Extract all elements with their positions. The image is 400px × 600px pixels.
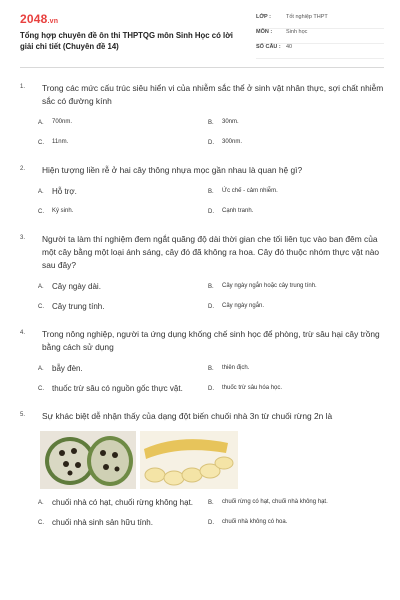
header-left xyxy=(20,12,245,59)
option-letter: D. xyxy=(208,385,214,392)
option-text: Ký sinh. xyxy=(52,208,74,214)
option-text: thuốc trừ sâu có nguồn gốc thực vật. xyxy=(52,384,183,393)
answer-options xyxy=(38,281,384,312)
option-a[interactable] xyxy=(38,281,208,292)
option-a[interactable] xyxy=(38,497,208,508)
question-text: Sự khác biệt dễ nhận thấy của dạng đột biến chuối nhà 3n từ chuối rừng 2n là xyxy=(42,411,333,421)
option-letter: B. xyxy=(208,283,214,290)
answer-options xyxy=(38,497,384,528)
option-c[interactable] xyxy=(38,517,208,528)
question-text: Người ta làm thí nghiệm đem ngắt quãng độ dài thời gian che tối liên tục vào ban đêm của một cây bằng một loại ánh sáng, cây đó đã không ra hoa. Cây đó thuộc nhóm thực vật nào sau đây? xyxy=(42,234,380,270)
meta-key: MÔN : xyxy=(256,29,273,35)
option-a[interactable] xyxy=(38,186,208,197)
option-letter: A. xyxy=(38,499,44,506)
option-letter: D. xyxy=(208,208,214,215)
question-3 xyxy=(20,233,384,312)
question-text: Trong các mức cấu trúc siêu hiển vi của nhiễm sắc thể ở sinh vật nhân thực, sợi chất nhiễm sắc có đường kính xyxy=(42,83,384,106)
option-a[interactable] xyxy=(38,117,208,128)
option-b[interactable] xyxy=(208,117,378,128)
option-letter: D. xyxy=(208,139,214,146)
meta-row-subject xyxy=(256,29,384,44)
option-letter: A. xyxy=(38,365,44,372)
banana-photo xyxy=(40,431,238,489)
logo-tld: .vn xyxy=(47,18,59,25)
question-number: 1. xyxy=(20,84,26,90)
option-text: Hỗ trợ. xyxy=(52,187,77,196)
question-number: 2. xyxy=(20,166,26,172)
option-text: chuối nhà có hạt, chuối rừng không hạt. xyxy=(52,498,194,507)
option-text: Ức chế - cảm nhiễm. xyxy=(222,188,278,194)
answer-options xyxy=(38,363,384,394)
question-text: Trong nông nghiệp, người ta ứng dụng khống chế sinh học để phòng, trừ sâu hại cây trồng bằng cách sử dụng xyxy=(42,329,380,352)
option-b[interactable] xyxy=(208,186,378,197)
site-logo[interactable] xyxy=(20,12,245,26)
document-meta xyxy=(256,12,384,59)
document-title: Tổng hợp chuyên đề ôn thi THPTQG môn Sinh Học có lời giải chi tiết (Chuyên đề 14) xyxy=(20,31,233,51)
question-number: 4. xyxy=(20,330,26,336)
option-d[interactable] xyxy=(208,206,378,217)
meta-value: Tốt nghiệp THPT xyxy=(286,14,328,20)
question-5 xyxy=(20,410,384,528)
question-number: 3. xyxy=(20,235,26,241)
option-letter: B. xyxy=(208,499,214,506)
option-b[interactable] xyxy=(208,363,378,374)
option-text: bẫy đèn. xyxy=(52,364,83,373)
option-text: 700nm. xyxy=(52,119,73,125)
option-letter: A. xyxy=(38,188,44,195)
meta-value: Sinh học xyxy=(286,29,308,35)
option-c[interactable] xyxy=(38,383,208,394)
option-d[interactable] xyxy=(208,137,378,148)
option-text: Cây ngày ngắn hoặc cây trung tính. xyxy=(222,283,317,289)
option-letter: B. xyxy=(208,119,214,126)
option-c[interactable] xyxy=(38,206,208,217)
question-2 xyxy=(20,164,384,217)
meta-value: 40 xyxy=(286,44,293,50)
option-text: 11nm. xyxy=(52,139,69,145)
option-letter: C. xyxy=(38,519,44,526)
option-text: chuối nhà sinh sản hữu tính. xyxy=(52,518,153,527)
question-text: Hiện tượng liền rễ ở hai cây thông nhựa mọc gần nhau là quan hệ gì? xyxy=(42,165,303,175)
option-text: 30nm. xyxy=(222,119,239,125)
option-text: Cây ngày ngắn. xyxy=(222,303,265,309)
option-text: Cây trung tính. xyxy=(52,302,105,311)
option-c[interactable] xyxy=(38,137,208,148)
option-a[interactable] xyxy=(38,363,208,374)
option-text: thuốc trừ sâu hóa học. xyxy=(222,385,283,391)
option-letter: C. xyxy=(38,385,44,392)
option-d[interactable] xyxy=(208,517,378,528)
option-letter: D. xyxy=(208,519,214,526)
option-b[interactable] xyxy=(208,497,378,508)
option-letter: C. xyxy=(38,139,44,146)
logo-number: 2048 xyxy=(20,12,48,26)
option-letter: B. xyxy=(208,365,214,372)
option-letter: B. xyxy=(208,188,214,195)
answer-options xyxy=(38,117,384,148)
meta-key: LỚP : xyxy=(256,14,271,20)
meta-key: SỐ CÂU : xyxy=(256,44,281,50)
option-d[interactable] xyxy=(208,383,378,394)
option-text: 300nm. xyxy=(222,139,243,145)
option-text: chuối rừng có hạt, chuối nhà không hạt. xyxy=(222,499,328,505)
option-d[interactable] xyxy=(208,301,378,312)
question-4 xyxy=(20,328,384,394)
option-letter: C. xyxy=(38,208,44,215)
option-letter: A. xyxy=(38,119,44,126)
option-text: Cây ngày dài. xyxy=(52,282,101,291)
option-text: chuối nhà không có hoa. xyxy=(222,519,288,525)
option-b[interactable] xyxy=(208,281,378,292)
question-1 xyxy=(20,82,384,148)
option-c[interactable] xyxy=(38,301,208,312)
document-header xyxy=(20,12,384,68)
meta-row-class xyxy=(256,14,384,29)
option-text: thiên địch. xyxy=(222,365,250,371)
option-text: Cạnh tranh. xyxy=(222,208,254,214)
option-letter: C. xyxy=(38,303,44,310)
answer-options xyxy=(38,186,384,217)
meta-row-question-count xyxy=(256,44,384,59)
option-letter: A. xyxy=(38,283,44,290)
option-letter: D. xyxy=(208,303,214,310)
question-number: 5. xyxy=(20,412,26,418)
